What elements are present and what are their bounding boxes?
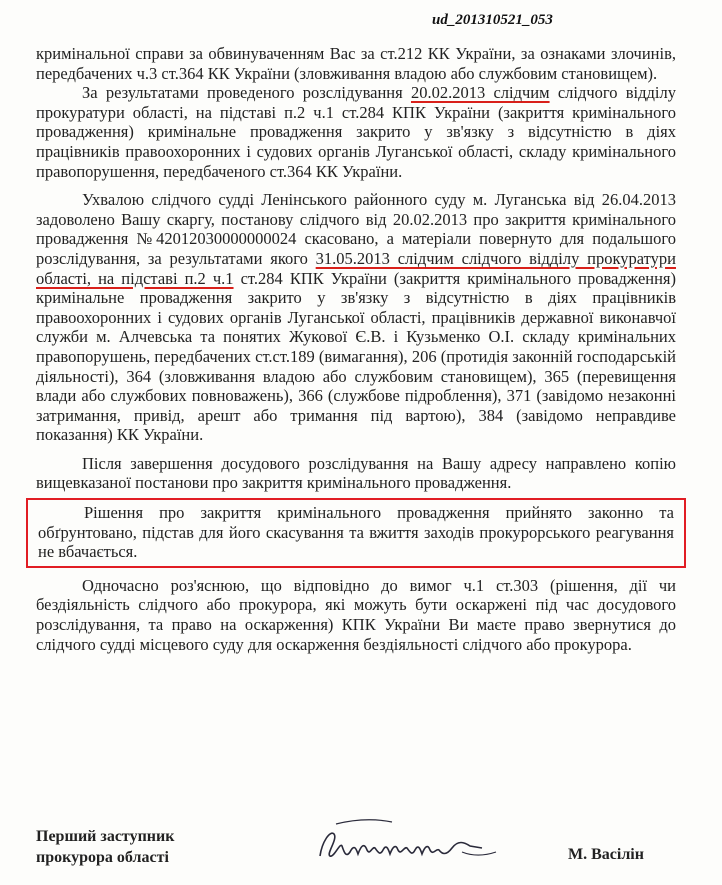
paragraph-3-start: Ухвалою слідчого судді Ленінського районного суду м. Луганська від 26.04.2013 задоволено Вашу скаргу, постанову слідчого від 20.02.2013 про закриття кримінального провадження №42012030000000024 скасовано, а матеріали повернуто для подальшого розслідування, за результатами якого — [36, 190, 676, 268]
signatory-title — [36, 826, 174, 868]
paragraph-3-end: ст.284 КПК України (закриття кримінального провадження) кримінальне провадження закрито у зв'язку з відсутністю в діях працівників правоохоронних і судових органів Луганської області, працівників державної виконавчої служби м. Алчевська та понятих Жукової Є.В. і Кузьменко О.І. складу кримінальних правопорушень, передбачених ст.ст.189 (вимагання), 206 (протидія законній господарській діяльності), 364 (зловживання владою або службовим становищем), 365 (перевищення влади або службових повноважень), 366 (службове підроблення), 371 (завідомо незаконні затримання, привід, арешт або тримання під вартою), 384 (завідомо неправдиве показання) КК України. — [36, 268, 677, 445]
paragraph-6: Одночасно роз'яснюю, що відповідно до вимог ч.1 ст.303 (рішення, дії чи бездіяльність слідчого або прокурора, які можуть бути оскаржені під час досудового розслідування, та право на оскарження) КПК України Ви маєте право звернутися до слідчого судді місцевого суду для оскарження бездіяльності слідчого або прокурора. — [36, 575, 676, 654]
paragraph-1: кримінальної справи за обвинуваченням Вас за ст.212 КК України, за ознаками злочинів, передбачених ч.3 ст.364 КК України (зловживання владою або службовим становищем). — [36, 44, 676, 83]
signatory-title-line-2: прокурора області — [36, 849, 169, 866]
paragraph-4: Після завершення досудового розслідування на Вашу адресу направлено копію вищевказаної постанови про закриття кримінального провадження. — [36, 453, 676, 493]
paragraph-2-start: За результатами проведеного розслідування — [82, 83, 411, 103]
signatory-name: М. Васілін — [568, 846, 644, 863]
signatory-title-line-1: Перший заступник — [36, 828, 175, 845]
letter-body — [36, 44, 676, 654]
document-id: ud_201310521_053 — [432, 12, 553, 28]
highlighted-decision-paragraph: Рішення про закриття кримінального провадження прийнято законно та обґрунтовано, підстав для його скасування та вжиття заходів прокурорського реагування не вбачається. — [26, 498, 686, 568]
paragraph-3 — [36, 190, 676, 445]
paragraph-2-end: слідчого відділу прокуратури області, на підставі п.2 ч.1 ст.284 КПК України (закриття кримінального провадження) кримінальне провадження закрито у зв'язку з відсутністю в діях працівників правоохоронних і судових органів Луганської області, складу кримінального правопорушення, передбаченого ст.364 КК України. — [36, 83, 676, 181]
paragraph-2 — [36, 83, 676, 181]
handwritten-signature — [312, 812, 502, 874]
underlined-date-investigator: 20.02.2013 слідчим — [410, 83, 550, 103]
underlined-closure-decision: 31.05.2013 слідчим слідчого відділу прокуратури області, на підставі п.2 ч.1 — [36, 248, 676, 288]
